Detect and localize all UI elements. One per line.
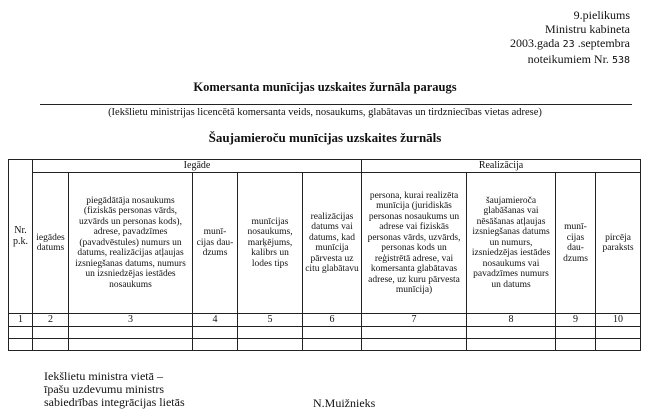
column-number: 1: [9, 314, 33, 327]
table-group-row: [9, 160, 641, 173]
table-cell: [556, 327, 596, 339]
table-row: [9, 327, 641, 339]
table-header-row: [9, 173, 641, 314]
col-header-permit: šaujamieroča glabāšanas vai nēsāšanas atļaujas izsniegšanas datums un numurs, izsniedzējas iestādes nosaukums vai pavadzīmes numurs un datums: [467, 173, 556, 314]
col-header-ammo-name: munīcijas nosaukums, marķējums, kalibrs un lodes tips: [238, 173, 303, 314]
table-cell: [362, 339, 467, 351]
annex-date-month: .septembra: [577, 36, 630, 50]
column-number: 5: [238, 314, 303, 327]
table-cell: [467, 327, 556, 339]
table-cell: [193, 327, 238, 339]
annex-date-day: 23: [562, 39, 575, 50]
column-number: 10: [596, 314, 641, 327]
col-header-supplier: piegādātāja nosaukums (fiziskās personas vārds, uzvārds un personas kods), adrese, pavadzīmes (pavadvēstules) numurs un datums, realizācijas atļaujas izsniegšanas datums, numurs un izsniedzējas iestādes nosaukums: [69, 173, 193, 314]
col-header-sale-date: realizācijas datums vai datums, kad munīcija pārvesta uz citu glabātavu: [303, 173, 362, 314]
journal-table: [8, 159, 641, 351]
column-number: 7: [362, 314, 467, 327]
table-cell: [596, 327, 641, 339]
annex-label: 9.pielikums: [573, 8, 630, 22]
table-cell: [238, 339, 303, 351]
table-cell: [467, 339, 556, 351]
table-cell: [69, 327, 193, 339]
signer-block: [44, 370, 185, 409]
column-number: 9: [556, 314, 596, 327]
table-cell: [303, 339, 362, 351]
column-number: 3: [69, 314, 193, 327]
journal-title: Šaujamieroču munīcijas uzskaites žurnāls: [208, 130, 442, 145]
table-cell: [596, 339, 641, 351]
annex-date: [510, 36, 630, 52]
table-cell: [303, 327, 362, 339]
col-header-sale-quantity: munī-cijas dau-dzums: [556, 173, 596, 314]
fill-in-line: [40, 104, 632, 105]
group-header-purchase: Iegāde: [33, 160, 362, 173]
column-number: 2: [33, 314, 69, 327]
group-header-sale: Realizācija: [362, 160, 641, 173]
signer-name: N.Muižnieks: [313, 396, 376, 410]
table-cell: [9, 327, 33, 339]
column-number: 8: [467, 314, 556, 327]
table-cell: [362, 327, 467, 339]
annex-date-prefix: 2003.gada: [509, 36, 560, 50]
fill-in-caption: (Iekšlietu ministrijas licencētā komersanta veids, nosaukums, glabātavas un tirdzniecības vietas adrese): [108, 107, 542, 118]
signer-line: sabiedrības integrācijas lietās: [44, 395, 185, 409]
col-header-buyer: persona, kurai realizēta munīcija (juridiskās personas nosaukums un adrese vai fiziskās personas vārds, uzvārds, personas kods un reģistrētā adrese, vai komersanta glabātavas adrese, uz kuru pārvesta munīcija): [362, 173, 467, 314]
table-cell: [33, 327, 69, 339]
table-cell: [556, 339, 596, 351]
col-header-purchase-quantity: munī-cijas dau-dzums: [193, 173, 238, 314]
table-cell: [9, 339, 33, 351]
annex-regulation-prefix: noteikumiem Nr.: [527, 52, 609, 66]
column-number-row: [9, 314, 641, 327]
table-row: [9, 339, 641, 351]
column-number: 4: [193, 314, 238, 327]
annex-authority: Ministru kabineta: [545, 22, 630, 36]
col-header-purchase-date: iegādes datums: [33, 173, 69, 314]
table-cell: [33, 339, 69, 351]
col-header-nr: Nr. p.k.: [9, 160, 33, 314]
table-cell: [193, 339, 238, 351]
annex-header: [510, 8, 630, 68]
table-cell: [238, 327, 303, 339]
annex-regulation: [510, 52, 630, 68]
signer-line: Iekšlietu ministra vietā –: [44, 369, 163, 383]
annex-regulation-number: 538: [611, 55, 630, 66]
col-header-buyer-signature: pircēja paraksts: [596, 173, 641, 314]
table-cell: [69, 339, 193, 351]
column-number: 6: [303, 314, 362, 327]
signer-line: īpašu uzdevumu ministrs: [44, 382, 164, 396]
document-title: Komersanta munīcijas uzskaites žurnāla paraugs: [193, 80, 457, 94]
